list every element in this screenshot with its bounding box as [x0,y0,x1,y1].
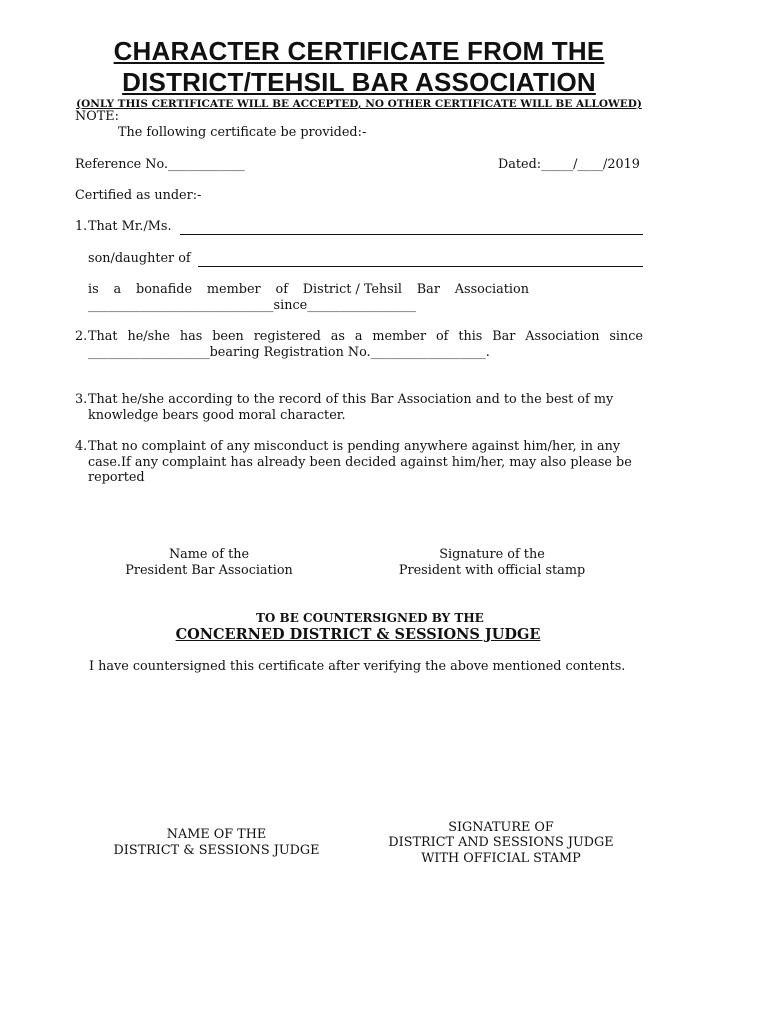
item-3-line-1: That he/she according to the record of this Bar Association and to the best of my [88,392,614,407]
note-label: NOTE: [75,109,119,124]
parent-fill-line [198,266,643,267]
note-text: The following certificate be provided:- [118,125,367,140]
registration-line: ___________________bearing Registration No.__________________. [88,345,490,360]
word: That [88,329,118,344]
word: of [435,329,449,344]
title-line-2: DISTRICT/TEHSIL BAR ASSOCIATION [122,67,596,97]
judge-name-line-2: DISTRICT & SESSIONS JUDGE [113,843,320,858]
word: bonafide [136,282,193,297]
word: Bar [492,329,516,344]
son-daughter-label: son/daughter of [88,251,191,266]
word: registered [253,329,321,344]
item-4-line-1: That no complaint of any misconduct is pending anywhere against him/her, in any [88,439,621,454]
word: Association [525,329,600,344]
subtitle: (ONLY THIS CERTIFICATE WILL BE ACCEPTED, NO OTHER CERTIFICATE WILL BE ALLOWED) [76,98,642,110]
word: a [354,329,363,344]
president-signature-line-2: President with official stamp [398,563,586,578]
word: has [179,329,203,344]
since-line: _____________________________since_________________ [88,298,416,313]
word: of [275,282,288,297]
word: he/she [127,329,170,344]
item-1-number: 1. [75,219,88,234]
president-name-line-1: Name of the [168,547,250,562]
countersign-heading: TO BE COUNTERSIGNED BY THE [256,611,484,625]
judge-signature-line-3: WITH OFFICIAL STAMP [421,851,581,866]
judge-heading: CONCERNED DISTRICT & SESSIONS JUDGE [175,626,541,643]
president-signature-line-1: Signature of the [439,547,545,562]
item-1-line-3 [88,282,529,298]
word: is [88,282,99,297]
word: member [372,329,427,344]
word: been [212,329,244,344]
item-4-number: 4. [75,439,88,454]
dated-label: Dated:_____/____/2019 [498,157,640,172]
word: member [206,282,261,297]
judge-signature-line-1: SIGNATURE OF [448,820,554,835]
word: Bar [416,282,440,297]
word: Association [454,282,529,297]
item-4-line-2: case.If any complaint has already been decided against him/her, may also please be [88,455,632,470]
judge-signature-line-2: DISTRICT AND SESSIONS JUDGE [388,835,614,850]
item-2-number: 2. [75,329,88,344]
word: as [330,329,345,344]
item-1-text: That Mr./Ms. [88,219,172,234]
word: this [458,329,483,344]
word: District / Tehsil [302,282,402,297]
item-4-line-3: reported [88,470,145,485]
word: a [113,282,122,297]
president-name-line-2: President Bar Association [125,563,293,578]
title-line-1: CHARACTER CERTIFICATE FROM THE [113,36,605,66]
judge-name-line-1: NAME OF THE [166,827,267,842]
certified-label: Certified as under:- [75,188,202,203]
countersign-statement: I have countersigned this certificate after verifying the above mentioned contents. [89,659,626,674]
reference-label: Reference No.____________ [75,157,245,172]
name-fill-line [180,234,643,235]
item-2-line-1 [88,329,643,345]
item-3-line-2: knowledge bears good moral character. [88,408,346,423]
item-3-number: 3. [75,392,88,407]
word: since [609,329,643,344]
